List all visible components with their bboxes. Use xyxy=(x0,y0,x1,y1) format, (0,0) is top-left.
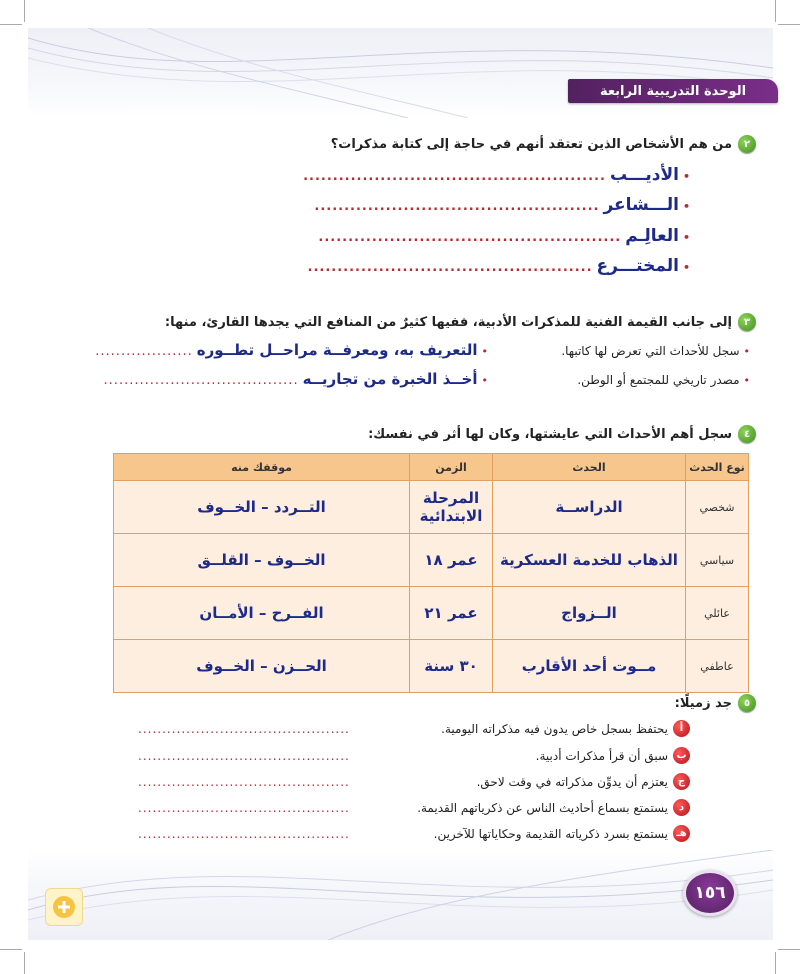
table-row xyxy=(114,534,749,587)
answer-text: الـــشاعر xyxy=(603,195,679,215)
bullet-icon: • xyxy=(682,200,690,213)
table-row xyxy=(114,640,749,693)
answer-dots: ............................................ xyxy=(138,801,350,815)
q5-question xyxy=(675,694,756,712)
cell-event: مــوت أحد الأقارب xyxy=(493,640,686,693)
crop-mark xyxy=(0,24,22,25)
q2-question xyxy=(331,135,756,153)
cell-stance: الخــوف – القلــق xyxy=(114,534,410,587)
q5-item-5 xyxy=(434,825,690,842)
table-header-row xyxy=(114,454,749,481)
q5-number-badge: ٥ xyxy=(738,694,756,712)
answer-dots: ...................................... xyxy=(103,373,299,388)
bullet-icon: • xyxy=(481,374,488,387)
q2-answer-3 xyxy=(318,226,690,246)
q5-item-1 xyxy=(441,720,690,737)
q3-item-2 xyxy=(95,341,488,359)
item-text: سجل للأحداث التي تعرض لها كاتبها. xyxy=(561,344,740,358)
answer-text: الأديـــب xyxy=(609,165,679,185)
page-number: ١٥٦ xyxy=(694,883,726,903)
unit-title-tab xyxy=(568,79,778,103)
letter-badge: هـ xyxy=(673,825,690,842)
crop-mark xyxy=(778,949,800,950)
cell-stance: الحــزن – الخــوف xyxy=(114,640,410,693)
answer-dots: ............................................ xyxy=(138,775,350,789)
answer-dots: ................................................ xyxy=(314,199,600,214)
answer-text: العالِـم xyxy=(625,226,679,246)
cell-time: المرحلة الابتدائية xyxy=(410,481,493,534)
bullet-icon: • xyxy=(743,345,750,358)
bullet-icon: • xyxy=(682,231,690,244)
answer-dots: ................... xyxy=(95,344,193,359)
table-row xyxy=(114,587,749,640)
cell-time: عمر ٢١ xyxy=(410,587,493,640)
q3-number-badge: ٣ xyxy=(738,313,756,331)
q4-question-text: سجل أهم الأحداث التي عايشتها، وكان لها أثر في نفسك: xyxy=(368,426,732,442)
answer-text: المختـــرع xyxy=(596,256,679,276)
crop-mark xyxy=(24,952,25,974)
crop-mark xyxy=(775,952,776,974)
cell-type: سياسي xyxy=(686,534,749,587)
q3-question xyxy=(165,313,756,331)
cell-stance: الفــرح – الأمــان xyxy=(114,587,410,640)
q2-answer-1 xyxy=(303,165,690,185)
crop-mark xyxy=(778,24,800,25)
q3-item-1 xyxy=(561,344,750,358)
cell-type: عائلي xyxy=(686,587,749,640)
bullet-icon: • xyxy=(682,261,690,274)
header-type: نوع الحدث xyxy=(686,454,749,481)
bullet-icon: • xyxy=(743,374,750,387)
item-text: يعتزم أن يدوِّن مذكراته في وقت لاحق. xyxy=(476,774,668,789)
q5-item-3 xyxy=(477,773,690,790)
answer-text: أخــذ الخبرة من تجاريــه xyxy=(302,370,478,388)
cell-time: عمر ١٨ xyxy=(410,534,493,587)
item-text: يستمتع بسرد ذكرياته القديمة وحكاياتها للآخرين. xyxy=(433,826,668,841)
item-text: مصدر تاريخي للمجتمع أو الوطن. xyxy=(577,373,740,387)
q3-item-3 xyxy=(577,373,750,387)
q5-question-text: جد زميلًا: xyxy=(674,695,732,711)
answer-dots: ............................................ xyxy=(138,827,350,841)
cell-event: الــزواج xyxy=(493,587,686,640)
events-table xyxy=(113,453,749,693)
header-event: الحدث xyxy=(493,454,686,481)
q4-question xyxy=(368,425,756,443)
footer-wave-band xyxy=(28,850,773,940)
bullet-icon: • xyxy=(682,170,690,183)
crop-mark xyxy=(0,949,22,950)
cell-type: عاطفي xyxy=(686,640,749,693)
crop-mark xyxy=(775,0,776,22)
q2-answer-2 xyxy=(314,195,690,215)
letter-badge: ب xyxy=(673,747,690,764)
page-number-badge xyxy=(683,870,737,916)
header-time: الزمن xyxy=(410,454,493,481)
publisher-logo-icon xyxy=(45,888,83,926)
letter-badge: د xyxy=(673,799,690,816)
unit-title: الوحدة التدريبية الرابعة xyxy=(599,83,747,99)
letter-badge: أ xyxy=(673,720,690,737)
answer-dots: ................................................ xyxy=(307,260,593,275)
answer-text: التعريف به، ومعرفــة مراحــل تطــوره xyxy=(196,341,478,359)
item-text: يحتفظ بسجل خاص يدون فيه مذكراته اليومية. xyxy=(441,721,668,736)
answer-dots: ................................................... xyxy=(303,169,606,184)
cell-type: شخصي xyxy=(686,481,749,534)
bullet-icon: • xyxy=(481,345,488,358)
q3-item-4 xyxy=(104,370,488,388)
cell-time: ٣٠ سنة xyxy=(410,640,493,693)
cell-event: الذهاب للخدمة العسكرية xyxy=(493,534,686,587)
q2-answer-4 xyxy=(308,256,691,276)
header-wave-band xyxy=(28,28,773,118)
answer-dots: ............................................ xyxy=(138,722,350,736)
q5-item-4 xyxy=(417,799,690,816)
q2-question-text: من هم الأشخاص الذين تعتقد أنهم في حاجة إلى كتابة مذكرات؟ xyxy=(330,136,732,152)
answer-dots: ............................................ xyxy=(138,749,350,763)
q3-question-text: إلى جانب القيمة الفنية للمذكرات الأدبية، ففيها كثيرٌ من المنافع التي يجدها القارئ، منها: xyxy=(164,314,732,330)
cell-event: الدراســة xyxy=(493,481,686,534)
table-row xyxy=(114,481,749,534)
item-text: يستمتع بسماع أحاديث الناس عن ذكرياتهم القديمة. xyxy=(417,800,668,815)
item-text: سبق أن قرأ مذكرات أدبية. xyxy=(535,748,668,763)
q2-number-badge: ٢ xyxy=(738,135,756,153)
crop-mark xyxy=(24,0,25,22)
q5-item-2 xyxy=(536,747,690,764)
cell-stance: التــردد – الخــوف xyxy=(114,481,410,534)
letter-badge: ج xyxy=(673,773,690,790)
q4-number-badge: ٤ xyxy=(738,425,756,443)
header-stance: موقفك منه xyxy=(114,454,410,481)
answer-dots: ................................................... xyxy=(318,230,622,245)
